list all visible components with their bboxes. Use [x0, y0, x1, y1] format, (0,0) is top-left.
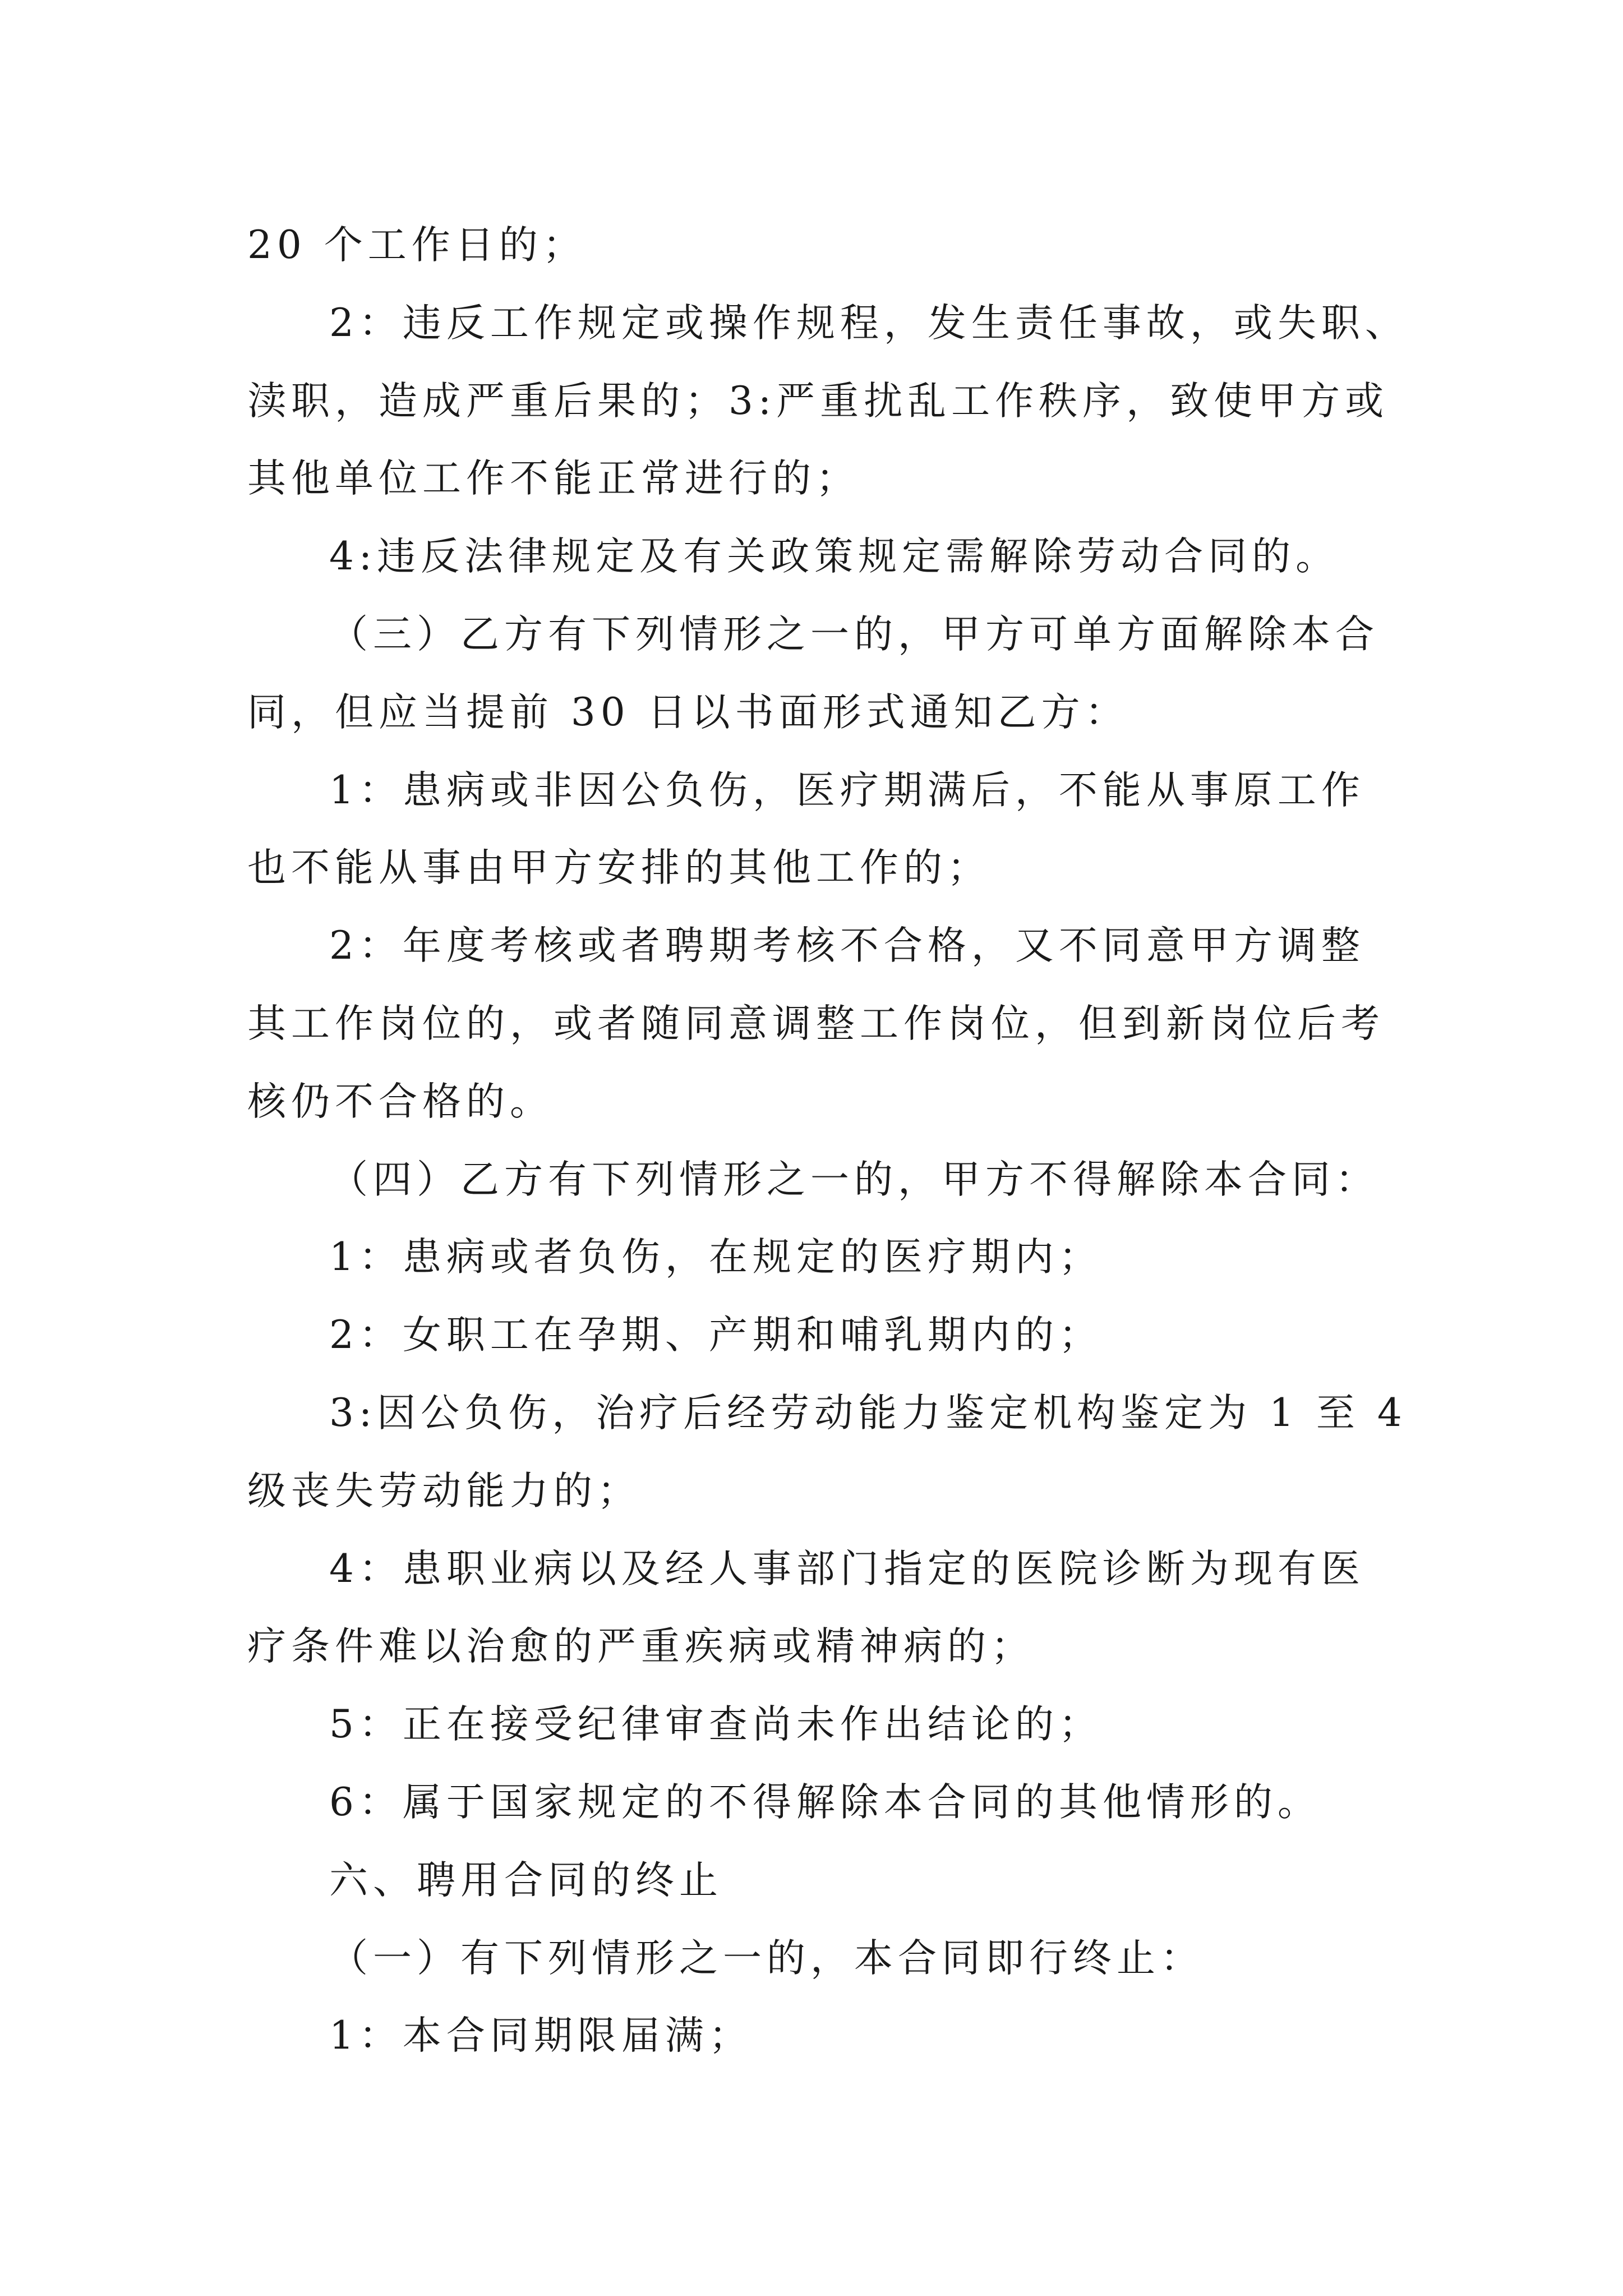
text-line: 5：正在接受纪律审查尚未作出结论的；: [329, 1702, 1103, 1747]
text-line: 1：患病或者负伤，在规定的医疗期内；: [329, 1235, 1103, 1280]
text-line: 3:因公负伤，治疗后经劳动能力鉴定机构鉴定为 1 至 4: [329, 1390, 1407, 1435]
text-line: 2：女职工在孕期、产期和哺乳期内的；: [329, 1313, 1103, 1358]
text-line: 同，但应当提前 30 日以书面形式通知乙方：: [247, 689, 1129, 735]
text-line: （三）乙方有下列情形之一的，甲方可单方面解除本合: [329, 611, 1379, 657]
text-line: （四）乙方有下列情形之一的，甲方不得解除本合同：: [329, 1157, 1379, 1202]
text-line: 渎职，造成严重后果的；3:严重扰乱工作秩序，致使甲方或: [247, 378, 1389, 424]
text-line: 4:违反法律规定及有关政策规定需解除劳动合同的。: [329, 534, 1340, 579]
text-line: 4：患职业病以及经人事部门指定的医院诊断为现有医: [329, 1546, 1365, 1591]
text-line: 1：患病或非因公负伤，医疗期满后，不能从事原工作: [329, 767, 1365, 813]
text-line: 级丧失劳动能力的；: [247, 1468, 641, 1513]
text-line: 也不能从事由甲方安排的其他工作的；: [247, 845, 991, 891]
text-line: 1：本合同期限届满；: [329, 2013, 753, 2059]
document-body: [247, 206, 1409, 2075]
text-line: 20 个工作日的；: [247, 223, 587, 268]
text-line: 2：年度考核或者聘期考核不合格，又不同意甲方调整: [329, 923, 1365, 969]
text-line: 其工作岗位的，或者随同意调整工作岗位，但到新岗位后考: [247, 1001, 1385, 1046]
text-line: 2：违反工作规定或操作规程，发生责任事故，或失职、: [329, 300, 1409, 346]
section-heading: 六、聘用合同的终止: [329, 1857, 723, 1903]
text-line: 疗条件难以治愈的严重疾病或精神病的；: [247, 1624, 1035, 1669]
text-line: 6：属于国家规定的不得解除本合同的其他情形的。: [329, 1779, 1321, 1825]
text-line: （一）有下列情形之一的，本合同即行终止：: [329, 1935, 1204, 1981]
text-line: 其他单位工作不能正常进行的；: [247, 456, 860, 501]
text-line: 核仍不合格的。: [247, 1079, 554, 1124]
